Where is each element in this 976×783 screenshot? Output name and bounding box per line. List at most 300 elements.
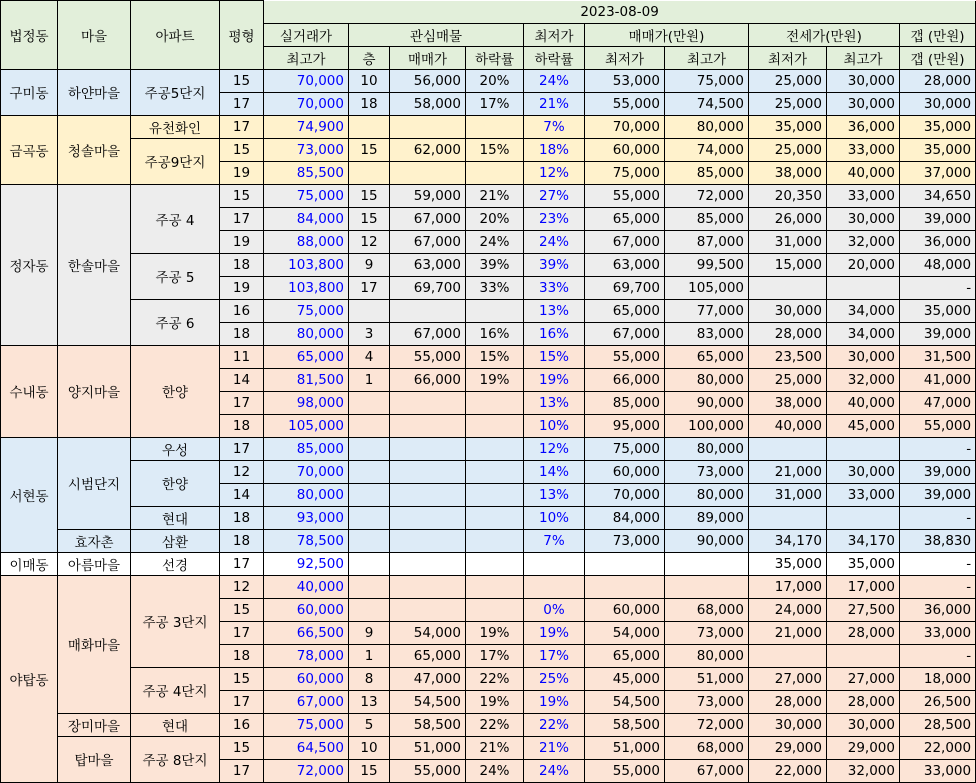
header-apt: 아파트 [131,1,220,70]
cell-actual: 80,000 [264,322,349,345]
cell-min-drop: 24% [524,230,585,253]
cell-min-drop: 0% [524,598,585,621]
cell-gap: 39,000 [900,322,976,345]
cell-drop [466,414,524,437]
cell-village: 탑마을 [58,736,131,782]
cell-floor: 8 [349,667,390,690]
cell-trade-min: 58,500 [585,713,665,736]
header-trade-min: 최저가 [585,46,665,69]
cell-min-drop: 7% [524,115,585,138]
cell-jeonse-max [827,644,900,667]
cell-min-drop: 16% [524,322,585,345]
cell-min-drop: 19% [524,368,585,391]
cell-floor: 15 [349,759,390,782]
cell-pyeong: 15 [220,138,264,161]
cell-sale: 66,000 [390,368,466,391]
cell-floor: 5 [349,713,390,736]
cell-drop [466,575,524,598]
cell-trade-max: 105,000 [665,276,749,299]
cell-min-drop: 13% [524,299,585,322]
table-row [1,184,976,207]
table-row [1,437,976,460]
cell-sale [390,506,466,529]
cell-pyeong: 14 [220,368,264,391]
header-gap-bottom: 갭 (만원) [900,46,976,69]
cell-village: 청솔마을 [58,115,131,184]
cell-floor: 9 [349,253,390,276]
cell-jeonse-min: 29,000 [749,736,827,759]
cell-gap: - [900,437,976,460]
cell-apt: 유천화인 [131,115,220,138]
cell-trade-min: 65,000 [585,299,665,322]
cell-trade-max: 73,000 [665,621,749,644]
header-actual-bottom: 최고가 [264,46,349,69]
cell-jeonse-min: 38,000 [749,161,827,184]
cell-village: 양지마을 [58,345,131,437]
cell-village: 장미마을 [58,713,131,736]
header-jeonse: 전세가(만원) [749,23,900,46]
cell-floor: 1 [349,368,390,391]
cell-trade-min: 67,000 [585,230,665,253]
table-row [1,138,976,161]
cell-jeonse-min: 15,000 [749,253,827,276]
cell-floor: 15 [349,138,390,161]
cell-gap: 35,000 [900,138,976,161]
cell-village: 효자촌 [58,529,131,552]
cell-min-drop: 22% [524,713,585,736]
cell-sale [390,115,466,138]
cell-drop: 17% [466,644,524,667]
cell-jeonse-min: 34,170 [749,529,827,552]
cell-floor: 15 [349,207,390,230]
cell-jeonse-min: 30,000 [749,713,827,736]
cell-dong: 구미동 [1,69,58,115]
cell-trade-min: 60,000 [585,598,665,621]
cell-drop: 39% [466,253,524,276]
cell-actual: 40,000 [264,575,349,598]
cell-sale [390,414,466,437]
cell-pyeong: 16 [220,299,264,322]
cell-jeonse-max: 30,000 [827,345,900,368]
cell-trade-min: 45,000 [585,667,665,690]
cell-drop [466,299,524,322]
cell-drop: 17% [466,92,524,115]
cell-trade-min: 55,000 [585,759,665,782]
cell-min-drop: 17% [524,644,585,667]
cell-actual: 78,500 [264,529,349,552]
cell-trade-min: 53,000 [585,69,665,92]
cell-gap: 26,500 [900,690,976,713]
cell-sale: 51,000 [390,736,466,759]
cell-jeonse-min [749,644,827,667]
cell-jeonse-max: 28,000 [827,621,900,644]
cell-trade-max: 74,000 [665,138,749,161]
cell-floor: 15 [349,184,390,207]
cell-trade-max: 80,000 [665,644,749,667]
cell-pyeong: 18 [220,414,264,437]
cell-sale: 67,000 [390,207,466,230]
cell-jeonse-min [749,276,827,299]
cell-jeonse-max [827,276,900,299]
cell-actual: 103,800 [264,276,349,299]
cell-floor [349,299,390,322]
cell-actual: 66,500 [264,621,349,644]
cell-floor [349,483,390,506]
cell-pyeong: 18 [220,644,264,667]
cell-trade-min: 75,000 [585,437,665,460]
cell-gap: - [900,644,976,667]
cell-sale: 58,000 [390,92,466,115]
cell-floor: 12 [349,230,390,253]
cell-sale [390,299,466,322]
cell-jeonse-max: 34,000 [827,322,900,345]
cell-gap: 35,000 [900,115,976,138]
cell-min-drop: 12% [524,161,585,184]
cell-trade-min: 65,000 [585,207,665,230]
cell-sale: 47,000 [390,667,466,690]
cell-floor: 13 [349,690,390,713]
cell-trade-min: 66,000 [585,368,665,391]
cell-trade-max: 80,000 [665,483,749,506]
cell-min-drop: 7% [524,529,585,552]
cell-floor [349,598,390,621]
cell-sale [390,529,466,552]
cell-jeonse-min: 23,500 [749,345,827,368]
cell-drop: 19% [466,621,524,644]
cell-min-drop: 39% [524,253,585,276]
cell-sale: 69,700 [390,276,466,299]
cell-gap: 39,000 [900,483,976,506]
cell-jeonse-max: 30,000 [827,92,900,115]
cell-trade-min: 69,700 [585,276,665,299]
cell-trade-max: 99,500 [665,253,749,276]
header-drop: 하락률 [466,46,524,69]
table-row [1,299,976,322]
cell-actual: 75,000 [264,713,349,736]
cell-drop: 22% [466,667,524,690]
cell-trade-max: 90,000 [665,529,749,552]
table-row [1,736,976,759]
cell-actual: 74,900 [264,115,349,138]
header-date: 2023-08-09 [264,1,976,24]
cell-drop: 24% [466,759,524,782]
cell-trade-min [585,575,665,598]
cell-actual: 85,000 [264,437,349,460]
cell-pyeong: 12 [220,460,264,483]
cell-drop [466,529,524,552]
header-interest: 관심매물 [349,23,524,46]
cell-trade-min [585,552,665,575]
cell-jeonse-max: 27,000 [827,667,900,690]
cell-jeonse-min: 38,000 [749,391,827,414]
table-row [1,713,976,736]
table-row [1,69,976,92]
table-row [1,575,976,598]
cell-jeonse-min: 20,350 [749,184,827,207]
cell-gap: - [900,276,976,299]
cell-gap: 31,500 [900,345,976,368]
cell-jeonse-max: 27,500 [827,598,900,621]
cell-jeonse-max: 30,000 [827,69,900,92]
cell-gap: 36,000 [900,230,976,253]
cell-sale: 62,000 [390,138,466,161]
cell-trade-max: 83,000 [665,322,749,345]
cell-sale [390,598,466,621]
cell-sale: 54,500 [390,690,466,713]
cell-actual: 93,000 [264,506,349,529]
cell-apt: 한양 [131,460,220,506]
cell-min-drop: 23% [524,207,585,230]
cell-gap: 28,500 [900,713,976,736]
cell-floor [349,506,390,529]
cell-pyeong: 18 [220,529,264,552]
cell-jeonse-max: 33,000 [827,184,900,207]
cell-gap: 39,000 [900,460,976,483]
cell-actual: 64,500 [264,736,349,759]
cell-jeonse-max: 32,000 [827,230,900,253]
cell-sale [390,161,466,184]
cell-dong: 서현동 [1,437,58,552]
cell-min-drop: 14% [524,460,585,483]
cell-village: 한솔마을 [58,184,131,345]
cell-apt: 삼환 [131,529,220,552]
cell-floor: 3 [349,322,390,345]
cell-jeonse-min: 22,000 [749,759,827,782]
cell-sale: 67,000 [390,322,466,345]
cell-actual: 88,000 [264,230,349,253]
cell-trade-min: 60,000 [585,138,665,161]
cell-floor [349,115,390,138]
cell-gap: 48,000 [900,253,976,276]
cell-apt: 주공 4 [131,184,220,253]
cell-jeonse-min: 25,000 [749,92,827,115]
cell-trade-max: 68,000 [665,736,749,759]
cell-pyeong: 15 [220,184,264,207]
cell-min-drop: 10% [524,414,585,437]
cell-gap: 39,000 [900,207,976,230]
cell-jeonse-max: 34,000 [827,299,900,322]
table-row [1,253,976,276]
cell-jeonse-max: 45,000 [827,414,900,437]
cell-apt: 주공 6 [131,299,220,345]
cell-village: 하얀마을 [58,69,131,115]
cell-trade-min: 54,500 [585,690,665,713]
cell-min-drop: 21% [524,736,585,759]
cell-min-drop: 12% [524,437,585,460]
cell-trade-max: 73,000 [665,460,749,483]
cell-floor: 17 [349,276,390,299]
cell-sale: 54,000 [390,621,466,644]
cell-floor [349,529,390,552]
cell-apt: 현대 [131,506,220,529]
cell-gap: 38,830 [900,529,976,552]
cell-min-drop: 27% [524,184,585,207]
cell-jeonse-min: 40,000 [749,414,827,437]
cell-jeonse-max: 30,000 [827,207,900,230]
table-row [1,506,976,529]
cell-apt: 주공5단지 [131,69,220,115]
cell-jeonse-min: 31,000 [749,483,827,506]
cell-trade-max: 80,000 [665,437,749,460]
cell-actual: 98,000 [264,391,349,414]
cell-actual: 65,000 [264,345,349,368]
cell-drop [466,598,524,621]
cell-sale [390,552,466,575]
cell-actual: 105,000 [264,414,349,437]
cell-jeonse-max [827,506,900,529]
header-village: 마을 [58,1,131,70]
cell-min-drop: 18% [524,138,585,161]
cell-trade-max: 68,000 [665,598,749,621]
cell-floor [349,391,390,414]
cell-dong: 이매동 [1,552,58,575]
cell-sale: 67,000 [390,230,466,253]
cell-jeonse-min: 24,000 [749,598,827,621]
cell-pyeong: 18 [220,322,264,345]
cell-pyeong: 17 [220,552,264,575]
cell-floor [349,552,390,575]
cell-sale: 65,000 [390,644,466,667]
header-trade-price: 매매가(만원) [585,23,749,46]
cell-trade-max: 73,000 [665,690,749,713]
cell-actual: 85,500 [264,161,349,184]
table-row [1,529,976,552]
cell-drop [466,460,524,483]
cell-drop: 16% [466,322,524,345]
cell-gap: 18,000 [900,667,976,690]
cell-jeonse-min: 21,000 [749,621,827,644]
cell-gap: 30,000 [900,92,976,115]
cell-sale [390,460,466,483]
table-row [1,667,976,690]
cell-gap: 28,000 [900,69,976,92]
cell-pyeong: 17 [220,621,264,644]
cell-actual: 70,000 [264,460,349,483]
cell-apt: 주공 3단지 [131,575,220,667]
cell-apt: 현대 [131,713,220,736]
header-jeonse-min: 최저가 [749,46,827,69]
cell-dong: 금곡동 [1,115,58,184]
cell-trade-max: 89,000 [665,506,749,529]
cell-trade-max [665,575,749,598]
cell-trade-max: 65,000 [665,345,749,368]
cell-actual: 73,000 [264,138,349,161]
cell-drop [466,437,524,460]
cell-jeonse-max: 29,000 [827,736,900,759]
cell-trade-min: 63,000 [585,253,665,276]
cell-gap: 47,000 [900,391,976,414]
cell-jeonse-max: 30,000 [827,713,900,736]
cell-dong: 정자동 [1,184,58,345]
cell-pyeong: 17 [220,437,264,460]
cell-jeonse-min: 25,000 [749,69,827,92]
cell-jeonse-min: 28,000 [749,690,827,713]
cell-min-drop: 10% [524,506,585,529]
cell-pyeong: 15 [220,667,264,690]
cell-jeonse-min: 25,000 [749,368,827,391]
cell-sale: 55,000 [390,345,466,368]
cell-drop [466,483,524,506]
cell-gap: 33,000 [900,759,976,782]
cell-min-drop: 24% [524,69,585,92]
cell-dong: 수내동 [1,345,58,437]
cell-trade-max: 74,500 [665,92,749,115]
cell-drop: 21% [466,184,524,207]
cell-drop: 24% [466,230,524,253]
cell-drop [466,552,524,575]
cell-trade-min: 55,000 [585,345,665,368]
cell-trade-min: 55,000 [585,92,665,115]
cell-trade-min: 85,000 [585,391,665,414]
cell-jeonse-max: 20,000 [827,253,900,276]
cell-jeonse-max: 35,000 [827,552,900,575]
cell-trade-min: 70,000 [585,483,665,506]
cell-jeonse-min: 21,000 [749,460,827,483]
cell-trade-min: 67,000 [585,322,665,345]
cell-sale: 59,000 [390,184,466,207]
cell-drop [466,115,524,138]
cell-pyeong: 18 [220,506,264,529]
cell-floor [349,460,390,483]
cell-sale: 63,000 [390,253,466,276]
cell-pyeong: 11 [220,345,264,368]
cell-floor: 10 [349,736,390,759]
cell-pyeong: 17 [220,92,264,115]
cell-drop [466,506,524,529]
cell-floor: 10 [349,69,390,92]
cell-floor [349,161,390,184]
cell-floor: 18 [349,92,390,115]
cell-jeonse-max: 34,170 [827,529,900,552]
cell-trade-min: 65,000 [585,644,665,667]
table-row [1,552,976,575]
cell-actual: 103,800 [264,253,349,276]
cell-pyeong: 19 [220,230,264,253]
cell-actual: 84,000 [264,207,349,230]
cell-trade-max: 80,000 [665,115,749,138]
cell-trade-max: 72,000 [665,713,749,736]
cell-jeonse-min: 35,000 [749,115,827,138]
cell-trade-max: 67,000 [665,759,749,782]
cell-floor [349,437,390,460]
header-sale: 매매가 [390,46,466,69]
header-trade-max: 최고가 [665,46,749,69]
cell-jeonse-min: 27,000 [749,667,827,690]
cell-drop [466,161,524,184]
cell-min-drop [524,575,585,598]
cell-jeonse-min: 28,000 [749,322,827,345]
cell-actual: 92,500 [264,552,349,575]
cell-jeonse-max: 33,000 [827,138,900,161]
table-row [1,345,976,368]
cell-actual: 70,000 [264,92,349,115]
cell-trade-min: 51,000 [585,736,665,759]
cell-pyeong: 19 [220,161,264,184]
cell-jeonse-max [827,437,900,460]
cell-min-drop: 13% [524,391,585,414]
cell-gap: - [900,506,976,529]
cell-drop: 15% [466,345,524,368]
cell-pyeong: 15 [220,736,264,759]
cell-actual: 70,000 [264,69,349,92]
cell-sale [390,575,466,598]
cell-trade-min: 60,000 [585,460,665,483]
cell-jeonse-min: 26,000 [749,207,827,230]
cell-sale [390,391,466,414]
cell-gap: 36,000 [900,598,976,621]
cell-gap: 34,650 [900,184,976,207]
cell-trade-max: 85,000 [665,161,749,184]
